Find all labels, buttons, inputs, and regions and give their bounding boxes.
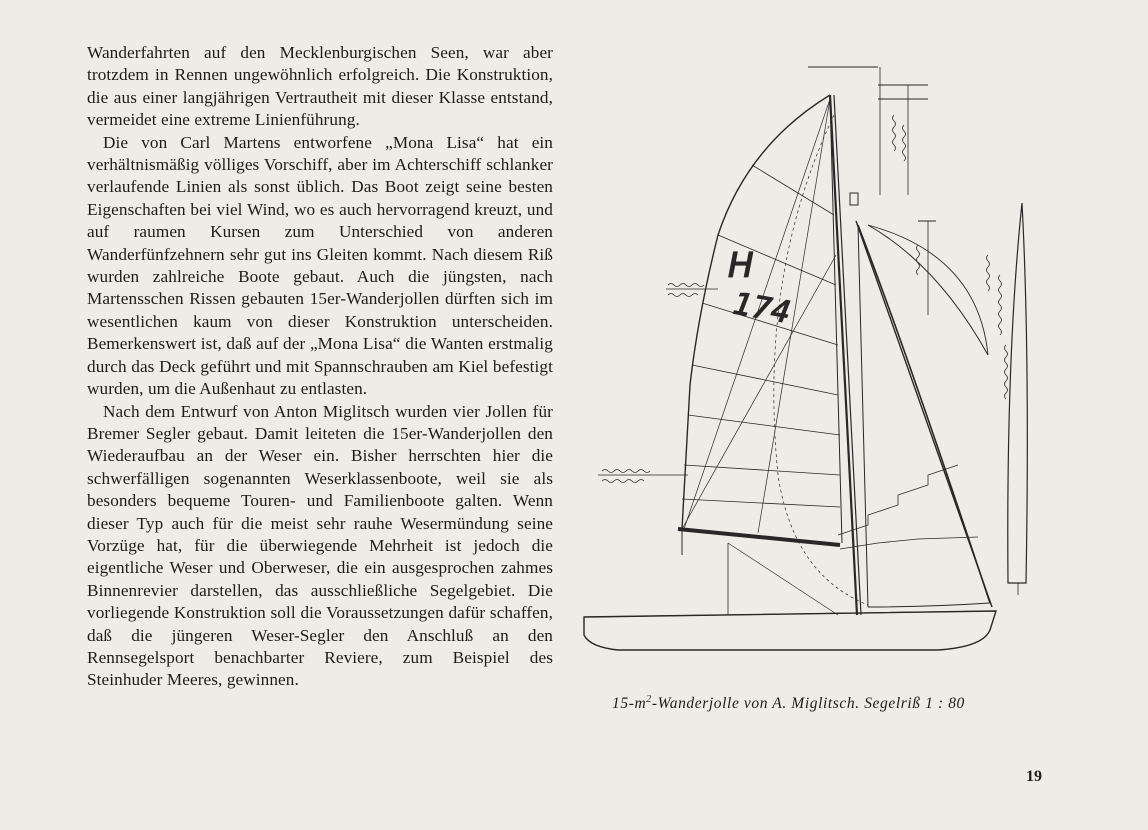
paragraph-2: Die von Carl Martens entworfene „Mona Lisa“ hat ein verhältnismäßig völliges Vorschiff, aber im Achterschiff schlanker verlaufende Linien als sonst üblich. Das Boot zeigt seine besten Eigenschaften bei viel Wind, wo es auch hervorragend kreuzt, und auf raumen Kursen zum Unterschied von anderen Wanderfünfzehnern sehr gut ins Gleiten kommt. Nach diesem Riß wurden zahlreiche Boote gebaut. Auch die jüngsten, nach Martensschen Rissen gebauten 15er-Wanderjollen dürften sich im wesentlichen kaum von dieser Konstruktion unterscheiden. Bemerkenswert ist, daß auf der „Mona Lisa“ die Wanten erstmalig durch das Deck geführt und mit Spannschrauben am Kiel befestigt wurden, um die Außenhaut zu entlasten. — [87, 132, 553, 399]
paragraph-3: Nach dem Entwurf von Anton Miglitsch wurden vier Jollen für Bremer Segler gebaut. Damit leiteten die 15er-Wanderjollen den Wiederaufbau an der Weser ein. Bisher herrschten hier die schwerfälligen sogenannten Weserklassenboote, weil sie als besonders bequeme Touren- und Familienboote galten. Wenn dieser Typ auch für die meist sehr rauhe Wesermündung seine Vorzüge hat, für die überwiegende Mehrheit ist jedoch die eigentliche Weser und Oberweser, die ein ausgesprochen zahmes Binnenrevier darstellen, das ausschließliche Segelgebiet. Die vorliegende Konstruktion soll die Voraussetzungen dafür schaffen, daß die jüngeren Weser-Segler den Anschluß an den Rennsegelsport benachbarter Reviere, zum Beispiel des Steinhuder Meeres, gewinnen. — [87, 401, 553, 690]
page-number: 19 — [1026, 768, 1042, 785]
sail-number: 174 — [730, 286, 794, 331]
article-text — [87, 42, 553, 692]
caption-prefix: 15-m — [612, 695, 647, 713]
sail-plan-drawing — [578, 55, 1058, 675]
paragraph-1: Wanderfahrten auf den Mecklenburgischen Seen, war aber trotzdem in Rennen ungewöhnlich erfolgreich. Die Konstruktion, die aus einer langjährigen Vertrautheit mit dieser Klasse entstand, vermeidet eine extreme Linienführung. — [87, 43, 553, 130]
sail-letter: H — [728, 246, 754, 286]
figure-caption — [612, 694, 1032, 713]
caption-rest: -Wanderjolle von A. Miglitsch. Segelriß 1 : 80 — [651, 695, 965, 713]
caption-superscript: 2 — [646, 694, 652, 705]
